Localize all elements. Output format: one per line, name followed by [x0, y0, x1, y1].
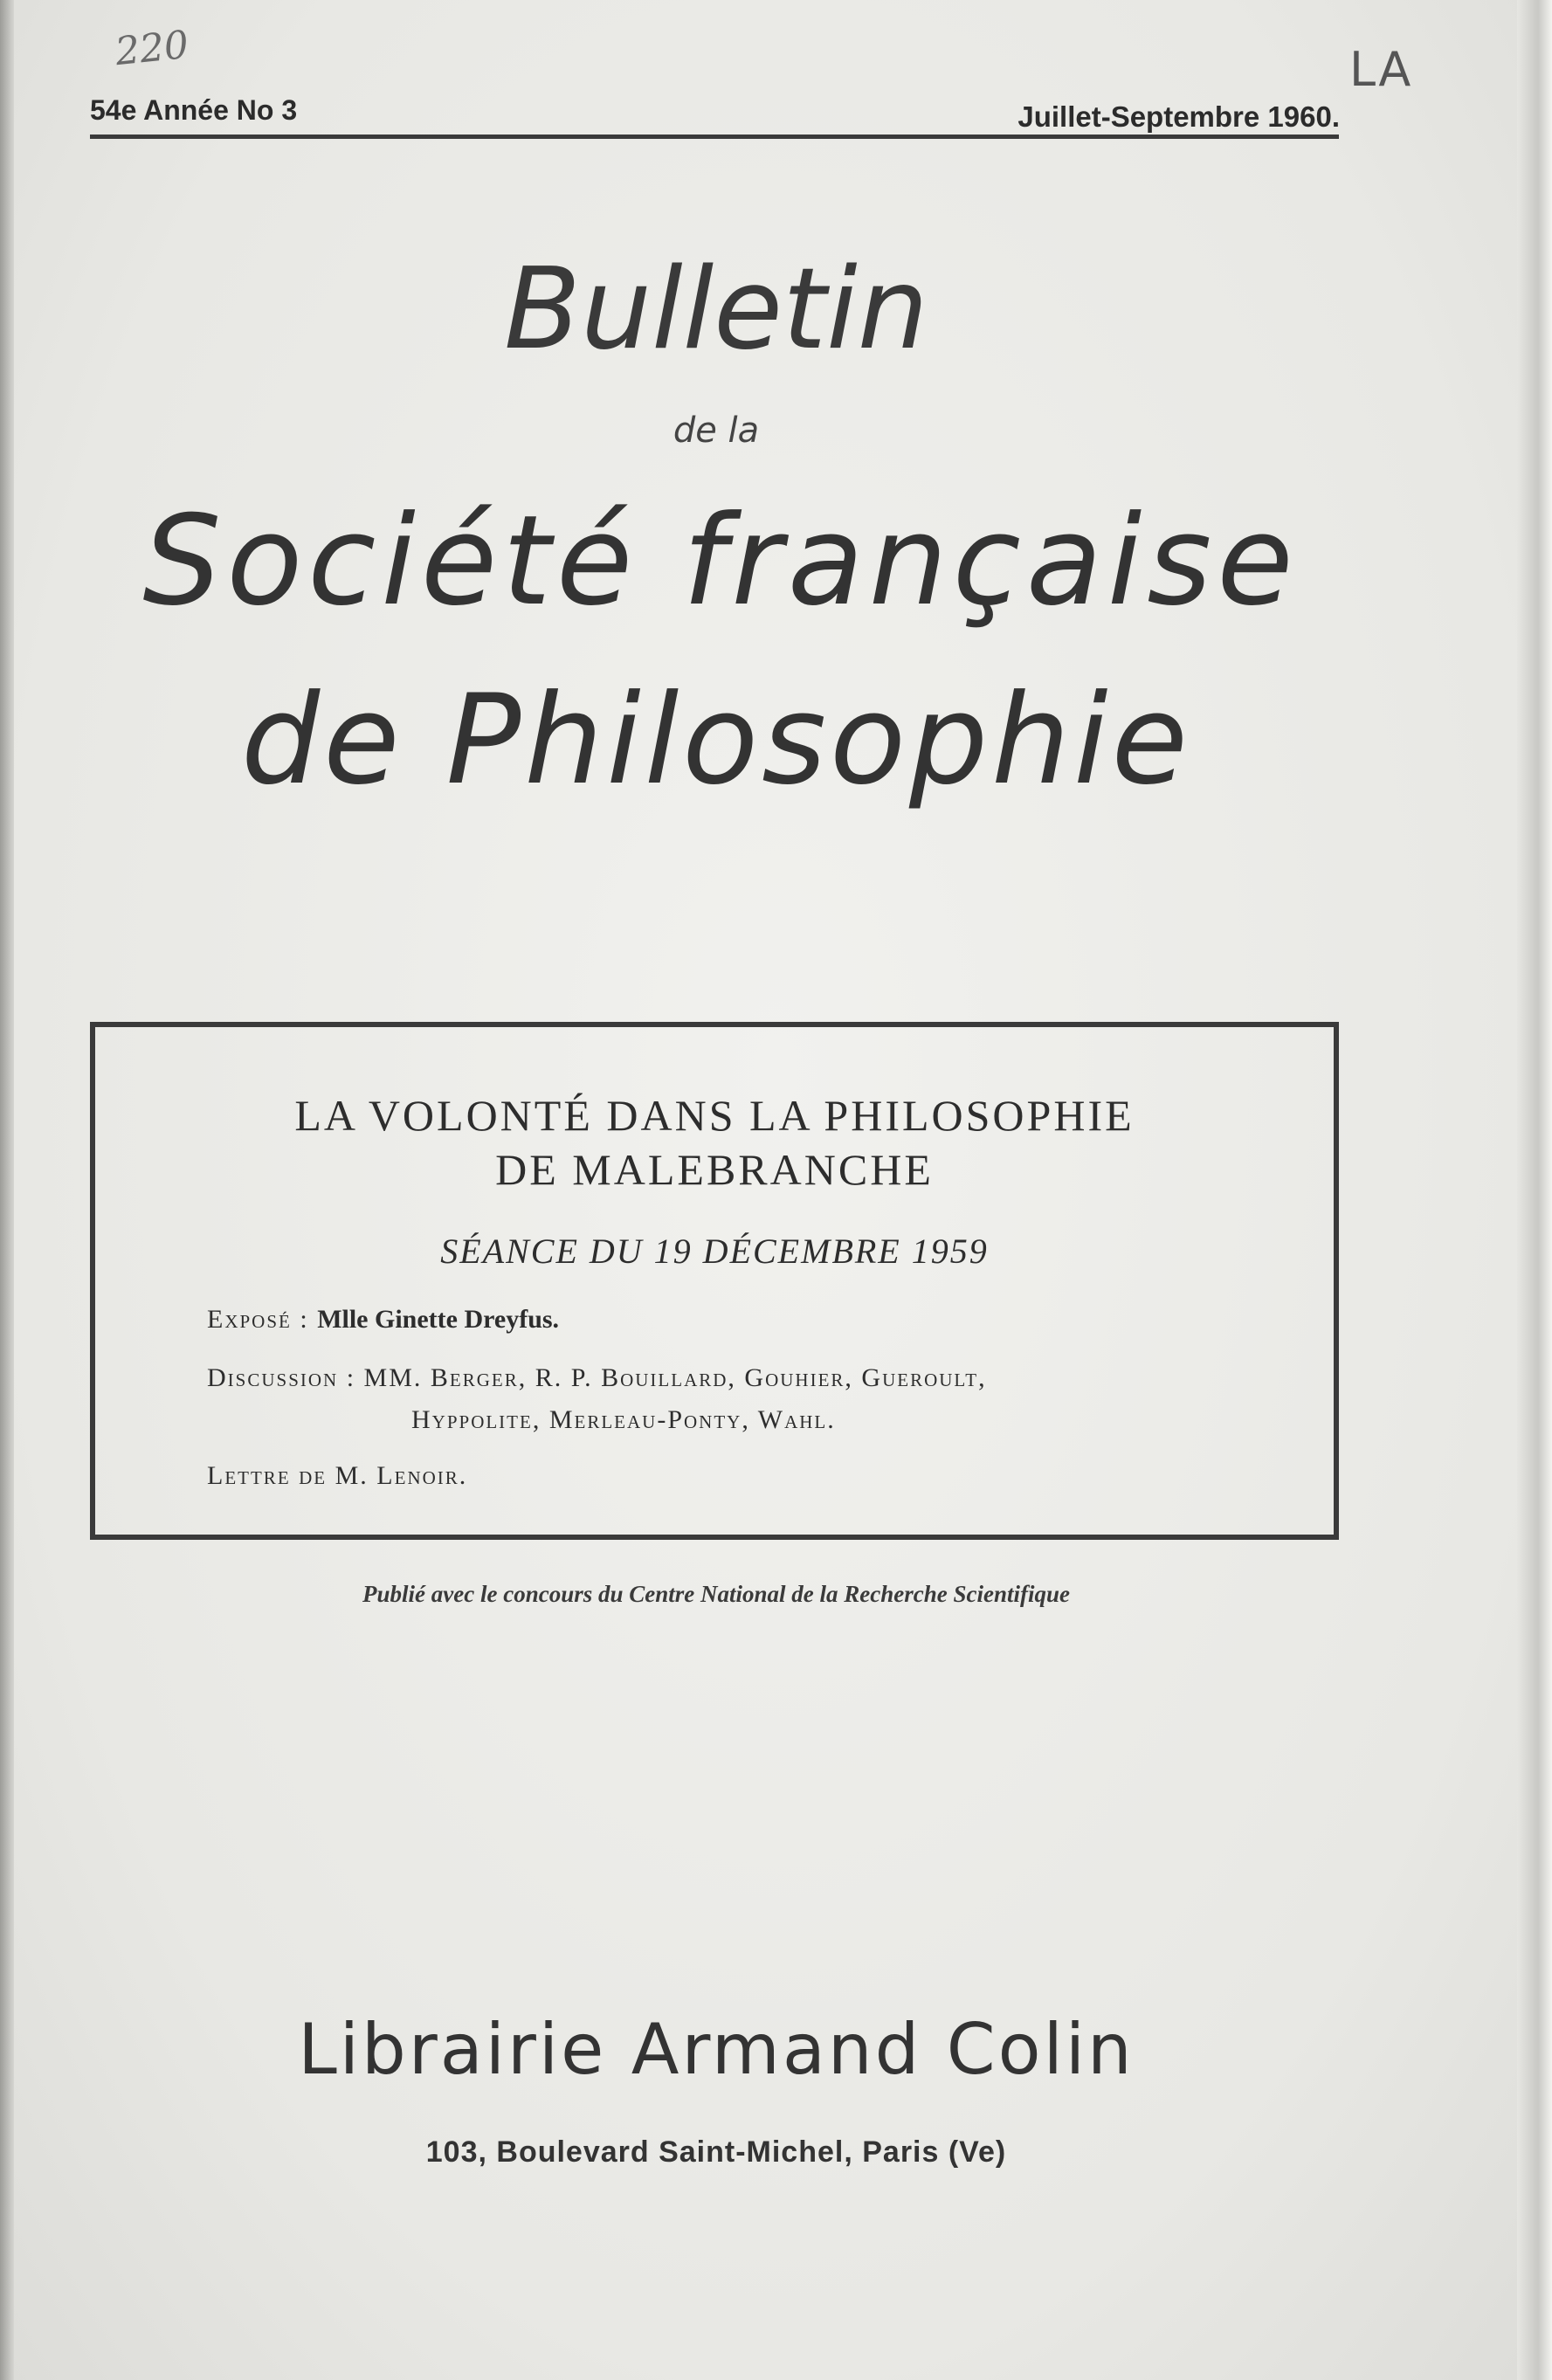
session-box — [90, 1022, 1339, 1540]
discussion-line — [207, 1363, 987, 1393]
lettre-text: Lettre de M. Lenoir. — [207, 1461, 468, 1490]
header-rule — [90, 135, 1339, 139]
discussion-line-2 — [411, 1405, 836, 1435]
handwritten-initials: LA — [1349, 42, 1413, 97]
publication-note: Publié avec le concours du Centre National de la Recherche Scientifique — [362, 1581, 1070, 1607]
session-title-line2: DE MALEBRANCHE — [495, 1145, 934, 1194]
title-philosophie: de Philosophie — [241, 668, 1191, 812]
issue-number: 54e Année No 3 — [90, 94, 298, 126]
title-de-la: de la — [673, 410, 760, 451]
handwritten-number: 220 — [113, 22, 191, 75]
issue-period: Juillet-Septembre 1960. — [1017, 100, 1340, 133]
expose-line — [207, 1305, 559, 1335]
expose-speaker: Mlle Ginette Dreyfus. — [317, 1305, 560, 1334]
session-title-line1: LA VOLONTÉ DANS LA PHILOSOPHIE — [294, 1091, 1135, 1140]
discussion-label: Discussion : — [207, 1363, 356, 1392]
session-date: SÉANCE DU 19 DÉCEMBRE 1959 — [440, 1231, 989, 1271]
expose-label: Exposé : — [207, 1305, 309, 1334]
discussion-participants-1: MM. Berger, R. P. Bouillard, Gouhier, Gueroult, — [363, 1363, 987, 1392]
lettre-line — [207, 1461, 467, 1491]
title-bulletin: Bulletin — [504, 245, 928, 375]
discussion-participants-2: Hyppolite, Merleau-Ponty, Wahl. — [411, 1405, 836, 1434]
publisher-name: Librairie Armand Colin — [298, 2009, 1135, 2090]
page-edge — [1517, 0, 1552, 2380]
publisher-address: 103, Boulevard Saint-Michel, Paris (Ve) — [425, 2135, 1007, 2169]
session-title — [95, 1088, 1334, 1197]
title-societe: Société française — [142, 489, 1299, 633]
